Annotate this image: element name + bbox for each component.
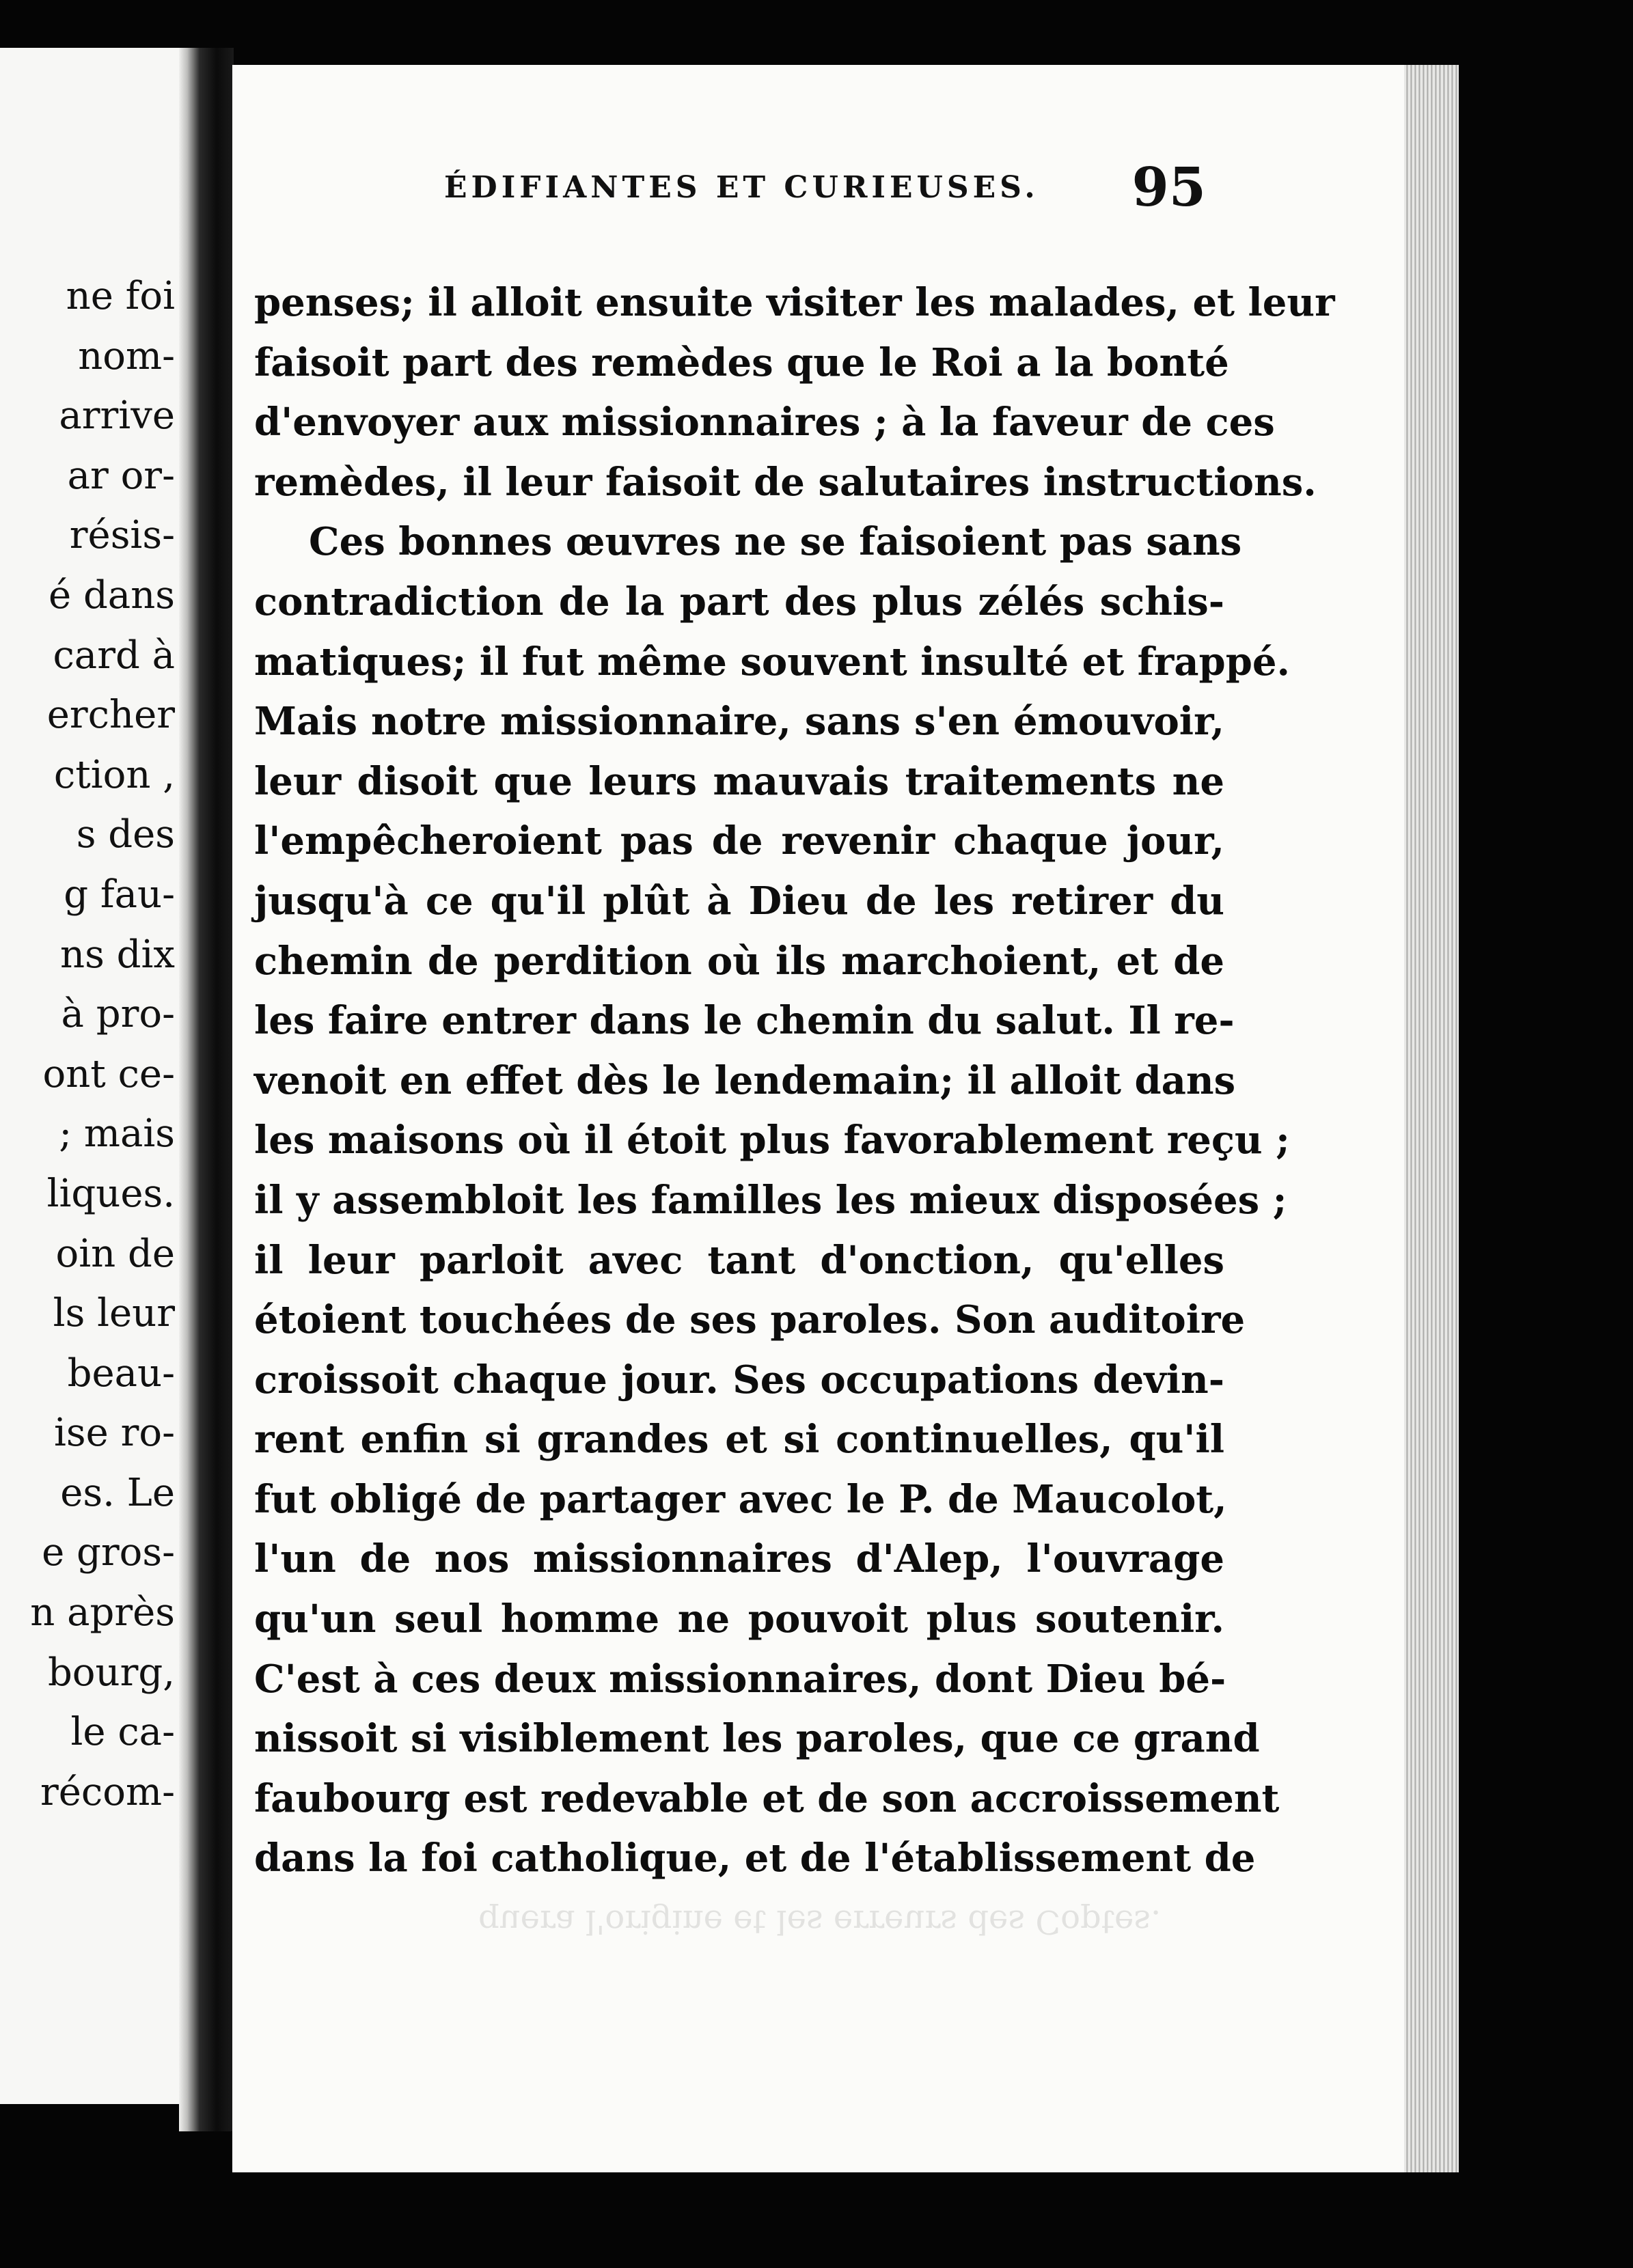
left-page-line: ne foi (66, 274, 175, 318)
text-line: Mais notre missionnaire, sans s'en émouvoir, (254, 699, 1224, 745)
text-line: les faire entrer dans le chemin du salut. Il re- (254, 998, 1235, 1044)
left-page-line: é dans (49, 572, 175, 618)
text-line: croissoit chaque jour. Ses occupations devin- (254, 1357, 1224, 1402)
text-line: rent enfin si grandes et si continuelles, qu'il (254, 1417, 1224, 1463)
left-page-line: oin de (55, 1231, 175, 1276)
left-page-line: ar or- (67, 453, 175, 498)
text-line: contradiction de la part des plus zélés schis- (254, 579, 1224, 624)
text-line: Ces bonnes œuvres ne se faisoient pas sans (309, 519, 1242, 565)
left-page-line: le ca- (70, 1710, 175, 1755)
text-line: venoit en effet dès le lendemain; il alloit dans (254, 1057, 1236, 1103)
left-page-line: beau- (67, 1351, 175, 1396)
text-line: il leur parloit avec tant d'onction, qu'elles (254, 1237, 1224, 1283)
left-page-text (0, 266, 175, 1822)
page-edges (1404, 65, 1459, 2172)
text-line: les maisons où il étoit plus favorablement reçu ; (254, 1118, 1290, 1163)
left-page-line: nom- (78, 333, 175, 378)
text-line: nissoit si visiblement les paroles, que ce grand (254, 1716, 1260, 1762)
page-number: 95 (1131, 156, 1206, 219)
left-page-line: ise ro- (54, 1411, 175, 1456)
text-line: faisoit part des remèdes que le Roi a la bonté (254, 340, 1229, 385)
text-line: leur disoit que leurs mauvais traitements ne (254, 758, 1224, 804)
text-line: l'un de nos missionnaires d'Alep, l'ouvrage (254, 1536, 1224, 1582)
text-line: chemin de perdition où ils marchoient, et de (254, 938, 1224, 984)
page-header (219, 147, 1206, 229)
running-head: ÉDIFIANTES ET CURIEUSES. (444, 170, 1039, 205)
text-line: d'envoyer aux missionnaires ; à la faveur de ces (254, 400, 1275, 445)
left-page-line: n après (30, 1590, 175, 1635)
text-line: C'est à ces deux missionnaires, dont Dieu bé- (254, 1656, 1226, 1702)
left-page-line: s des (76, 812, 175, 857)
text-line: faubourg est redevable et de son accroissement (254, 1775, 1280, 1821)
text-line: il y assembloit les familles les mieux disposées ; (254, 1177, 1287, 1223)
text-line: étoient touchées de ses paroles. Son auditoire (254, 1297, 1246, 1343)
left-page-line: à pro- (61, 992, 175, 1037)
text-line: qu'un seul homme ne pouvoit plus soutenir. (254, 1596, 1224, 1642)
left-page-line: ont ce- (42, 1051, 175, 1096)
text-line: matiques; il fut même souvent insulté et frappé. (254, 639, 1290, 684)
text-line: jusqu'à ce qu'il plût à Dieu de les retirer du (254, 878, 1224, 924)
left-page-line: arrive (59, 393, 175, 439)
left-page-line: card à (53, 633, 175, 678)
text-line: dans la foi catholique, et de l'établissement de (254, 1836, 1256, 1881)
left-page-line: résis- (69, 513, 175, 558)
left-page-line: ; mais (59, 1111, 175, 1157)
left-page-line: récom- (40, 1769, 175, 1814)
text-line: penses; il alloit ensuite visiter les malades, et leur (254, 280, 1335, 325)
left-page (0, 48, 179, 2104)
body-text (254, 273, 1335, 1889)
show-through-text: quera l'origine et les erreurs des Coptes. (478, 1903, 1162, 1941)
left-page-line: g fau- (64, 872, 175, 917)
text-line: l'empêcheroient pas de revenir chaque jour, (254, 818, 1224, 864)
text-line: remèdes, il leur faisoit de salutaires instructions. (254, 459, 1317, 505)
book-gutter (179, 48, 234, 2131)
left-page-line: bourg, (47, 1650, 175, 1695)
text-line: fut obligé de partager avec le P. de Maucolot, (254, 1476, 1227, 1522)
left-page-line: ns dix (60, 932, 175, 977)
left-page-line: ction , (53, 752, 175, 797)
left-page-line: liques. (46, 1171, 175, 1216)
left-page-line: ercher (46, 693, 175, 738)
left-page-line: ls leur (53, 1291, 175, 1336)
left-page-line: e gros- (42, 1530, 175, 1575)
left-page-line: es. Le (60, 1470, 175, 1515)
